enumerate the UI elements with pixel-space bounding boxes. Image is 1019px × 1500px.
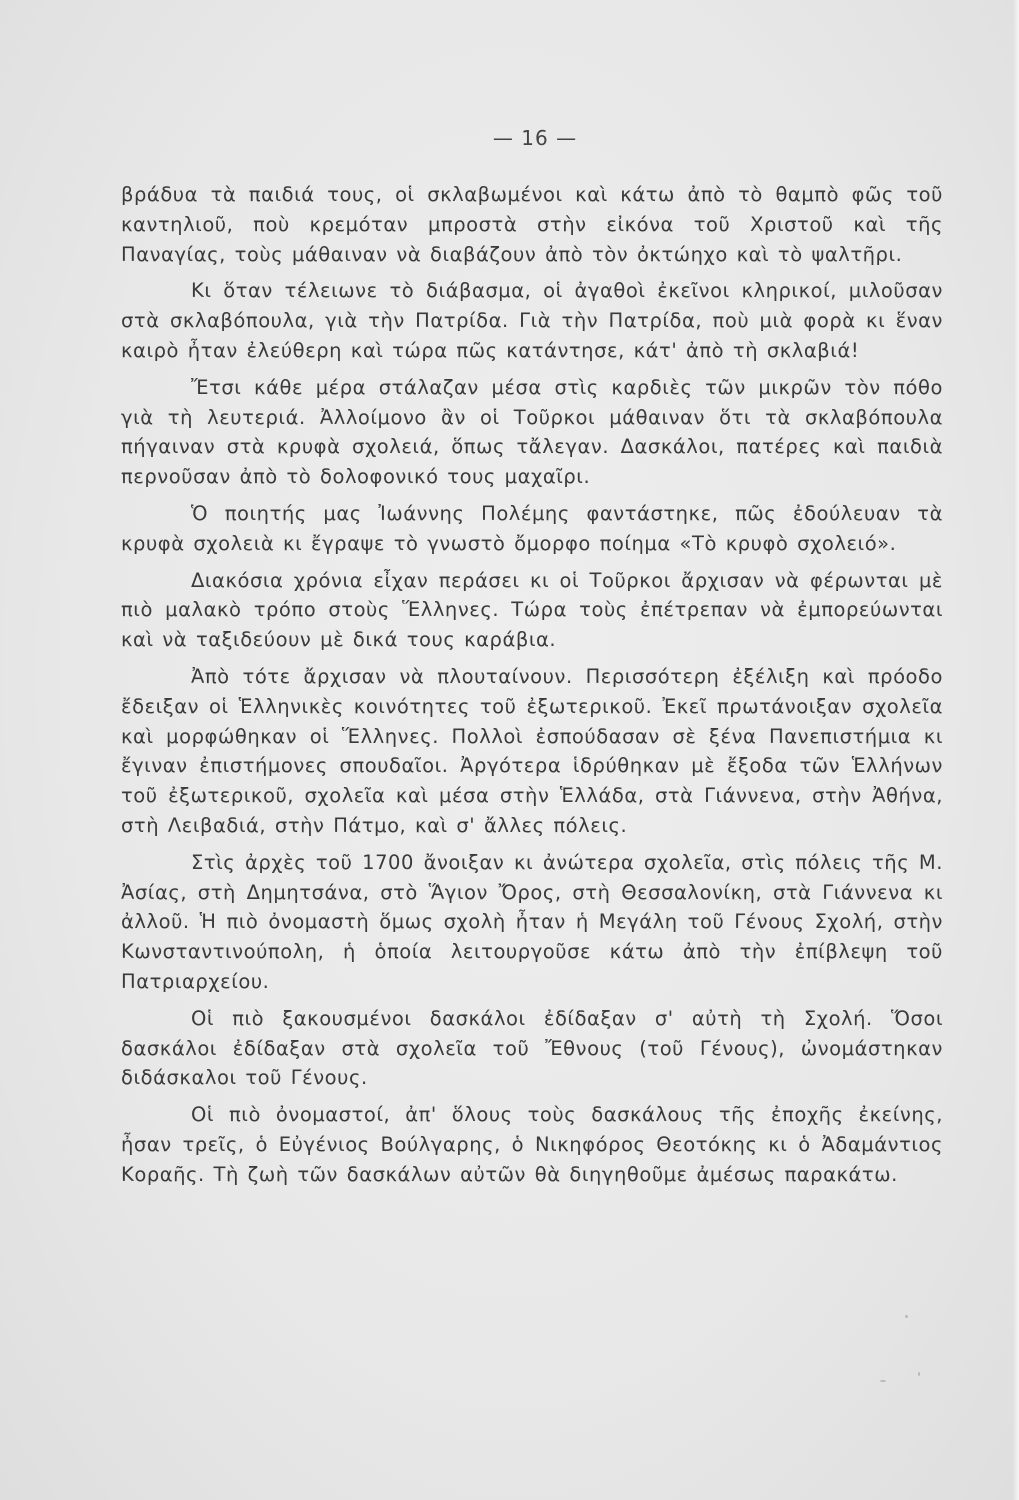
paper-speck — [905, 1315, 908, 1318]
paragraph-2: Κι ὅταν τέλειωνε τὸ διάβασμα, οἱ ἀγαθοὶ ἐκεῖνοι κληρικοί, μιλοῦσαν στὰ σκλαβόπουλα, γιὰ τὴν Πατρίδα. Γιὰ τὴν Πατρίδα, ποὺ μιὰ φορὰ κι ἕναν καιρὸ ἦταν ἐλεύθερη καὶ τώρα πῶς κατάντησε, κάτ' ἀπὸ τὴ σκλαβιά! — [121, 279, 943, 362]
paragraph-1: βράδυα τὰ παιδιά τους, οἱ σκλαβωμένοι καὶ κάτω ἀπὸ τὸ θαμπὸ φῶς τοῦ καντηλιοῦ, ποὺ κρεμόταν μπροστὰ στὴν εἰκόνα τοῦ Χριστοῦ καὶ τῆς Παναγίας, τοὺς μάθαιναν νὰ διαβάζουν ἀπὸ τὸν ὀκτώηχο καὶ τὸ ψαλτῆρι. — [121, 183, 943, 266]
paper-speck — [918, 1372, 920, 1376]
paragraph-3: Ἔτσι κάθε μέρα στάλαζαν μέσα στὶς καρδιὲς τῶν μικρῶν τὸν πόθο γιὰ τὴ λευτεριά. Ἀλλοίμονο ἂν οἱ Τοῦρκοι μάθαιναν ὅτι τὰ σκλαβόπουλα πήγαιναν στὰ κρυφὰ σχολειά, ὅπως τἄλεγαν. Δασκάλοι, πατέρες καὶ παιδιὰ περνοῦσαν ἀπὸ τὸ δολοφονικό τους μαχαῖρι. — [121, 375, 943, 489]
paragraph-7: Στὶς ἀρχὲς τοῦ 1700 ἄνοιξαν κι ἀνώτερα σχολεῖα, στὶς πόλεις τῆς Μ. Ἀσίας, στὴ Δημητσάνα, στὸ Ἅγιον Ὄρος, στὴ Θεσσαλονίκη, στὰ Γιάννενα κι ἀλλοῦ. Ἡ πιὸ ὀνομαστὴ ὅμως σχολὴ ἦταν ἡ Μεγάλη τοῦ Γένους Σχολή, στὴν Κωνσταντινούπολη, ἡ ὁποία λειτουργοῦσε κάτω ἀπὸ τὴν ἐπίβλεψη τοῦ Πατριαρχείου. — [121, 850, 943, 993]
paragraph-6: Ἀπὸ τότε ἄρχισαν νὰ πλουταίνουν. Περισσότερη ἐξέλιξη καὶ πρόοδο ἔδειξαν οἱ Ἑλληνικὲς κοινότητες τοῦ ἐξωτερικοῦ. Ἐκεῖ πρωτάνοιξαν σχολεῖα καὶ μορφώθηκαν οἱ Ἕλληνες. Πολλοὶ ἐσπούδασαν σὲ ξένα Πανεπιστήμια κι ἔγιναν ἐπιστήμονες σπουδαῖοι. Ἀργότερα ἱδρύθηκαν μὲ ἔξοδα τῶν Ἑλλήνων τοῦ ἐξωτερικοῦ, σχολεῖα καὶ μέσα στὴν Ἑλλάδα, στὰ Γιάννενα, στὴν Ἀθήνα, στὴ Λειβαδιά, στὴν Πάτμο, καὶ σ' ἄλλες πόλεις. — [121, 664, 943, 837]
paragraph-9: Οἱ πιὸ ὀνομαστοί, ἀπ' ὅλους τοὺς δασκάλους τῆς ἐποχῆς ἐκείνης, ἦσαν τρεῖς, ὁ Εὐγένιος Βούλγαρης, ὁ Νικηφόρος Θεοτόκης κι ὁ Ἀδαμάντιος Κοραῆς. Τὴ ζωὴ τῶν δασκάλων αὐτῶν θὰ διηγηθοῦμε ἀμέσως παρακάτω. — [121, 1103, 943, 1186]
body-text — [121, 180, 943, 1197]
page-number: — 16 — — [492, 126, 578, 150]
page-edge — [1013, 0, 1019, 1500]
paragraph-4: Ὁ ποιητής μας Ἰωάννης Πολέμης φαντάστηκε, πῶς ἐδούλευαν τὰ κρυφὰ σχολειὰ κι ἔγραψε τὸ γνωστὸ ὄμορφο ποίημα «Τὸ κρυφὸ σχολειό». — [121, 501, 943, 555]
paragraph-8: Οἱ πιὸ ξακουσμένοι δασκάλοι ἐδίδαξαν σ' αὐτὴ τὴ Σχολή. Ὅσοι δασκάλοι ἐδίδαξαν στὰ σχολεῖα τοῦ Ἔθνους (τοῦ Γένους), ὠνομάστηκαν διδάσκαλοι τοῦ Γένους. — [121, 1006, 943, 1090]
paper-speck — [880, 1380, 886, 1382]
paragraph-5: Διακόσια χρόνια εἶχαν περάσει κι οἱ Τοῦρκοι ἄρχισαν νὰ φέρωνται μὲ πιὸ μαλακὸ τρόπο στοὺς Ἕλληνες. Τώρα τοὺς ἐπέτρεπαν νὰ ἐμπορεύωνται καὶ νὰ ταξιδεύουν μὲ δικά τους καράβια. — [121, 568, 943, 652]
